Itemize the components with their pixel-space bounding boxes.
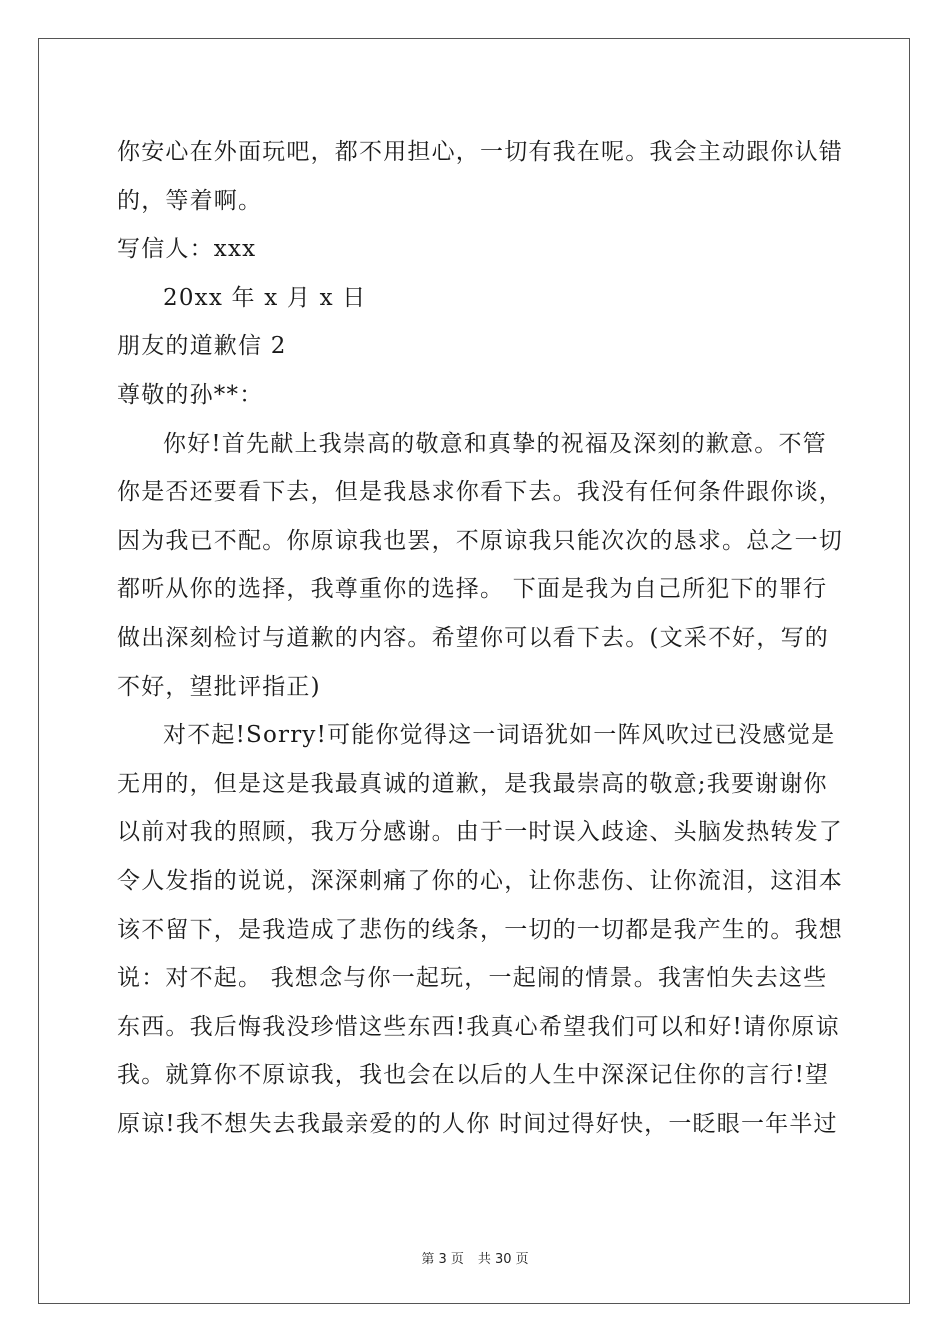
page-number: 第 3 页 bbox=[421, 1252, 464, 1267]
text-line: 令人发指的说说，深深刺痛了你的心，让你悲伤、让你流泪，这泪本 bbox=[117, 867, 843, 894]
text-line: 都听从你的选择，我尊重你的选择。 下面是我为自己所犯下的罪行 bbox=[117, 576, 828, 603]
text-line: 我。就算你不原谅我，我也会在以后的人生中深深记住你的言行!望 bbox=[117, 1062, 830, 1089]
paragraph-start: 你好!首先献上我崇高的敬意和真挚的祝福及深刻的歉意。不管 bbox=[163, 430, 827, 457]
text-line: 原谅!我不想失去我最亲爱的的人你 时间过得好快，一眨眼一年半过 bbox=[117, 1110, 838, 1137]
text-line: 做出深刻检讨与道歉的内容。希望你可以看下去。(文采不好，写的 bbox=[117, 624, 829, 651]
text-line: 无用的，但是这是我最真诚的道歉，是我最崇高的敬意;我要谢谢你 bbox=[117, 770, 828, 797]
paragraph-start: 对不起!Sorry!可能你觉得这一词语犹如一阵风吹过已没感觉是 bbox=[163, 722, 836, 749]
text-line: 说：对不起。 我想念与你一起玩，一起闹的情景。我害怕失去这些 bbox=[117, 965, 828, 992]
section-title: 朋友的道歉信 2 bbox=[117, 333, 287, 360]
text-line: 该不留下，是我造成了悲伤的线条，一切的一切都是我产生的。我想 bbox=[117, 916, 843, 943]
page-total: 共 30 页 bbox=[477, 1252, 529, 1267]
text-line: 不好，望批评指正) bbox=[117, 673, 321, 700]
text-line: 你是否还要看下去，但是我恳求你看下去。我没有任何条件跟你谈， bbox=[117, 479, 843, 506]
document-body bbox=[117, 128, 843, 1148]
text-line: 你安心在外面玩吧，都不用担心，一切有我在呢。我会主动跟你认错 bbox=[117, 139, 843, 165]
text-line: 的，等着啊。 bbox=[117, 187, 263, 214]
salutation: 尊敬的孙**： bbox=[117, 381, 264, 408]
text-line: 东西。我后悔我没珍惜这些东西!我真心希望我们可以和好!请你原谅 bbox=[117, 1013, 840, 1040]
date-line: 20xx 年 x 月 x 日 bbox=[163, 284, 367, 311]
text-line: 因为我已不配。你原谅我也罢，不原谅我只能次次的恳求。总之一切 bbox=[117, 527, 843, 554]
page-footer bbox=[0, 1248, 950, 1267]
signature-line: 写信人：xxx bbox=[117, 236, 257, 263]
text-line: 以前对我的照顾，我万分感谢。由于一时误入歧途、头脑发热转发了 bbox=[117, 819, 843, 846]
